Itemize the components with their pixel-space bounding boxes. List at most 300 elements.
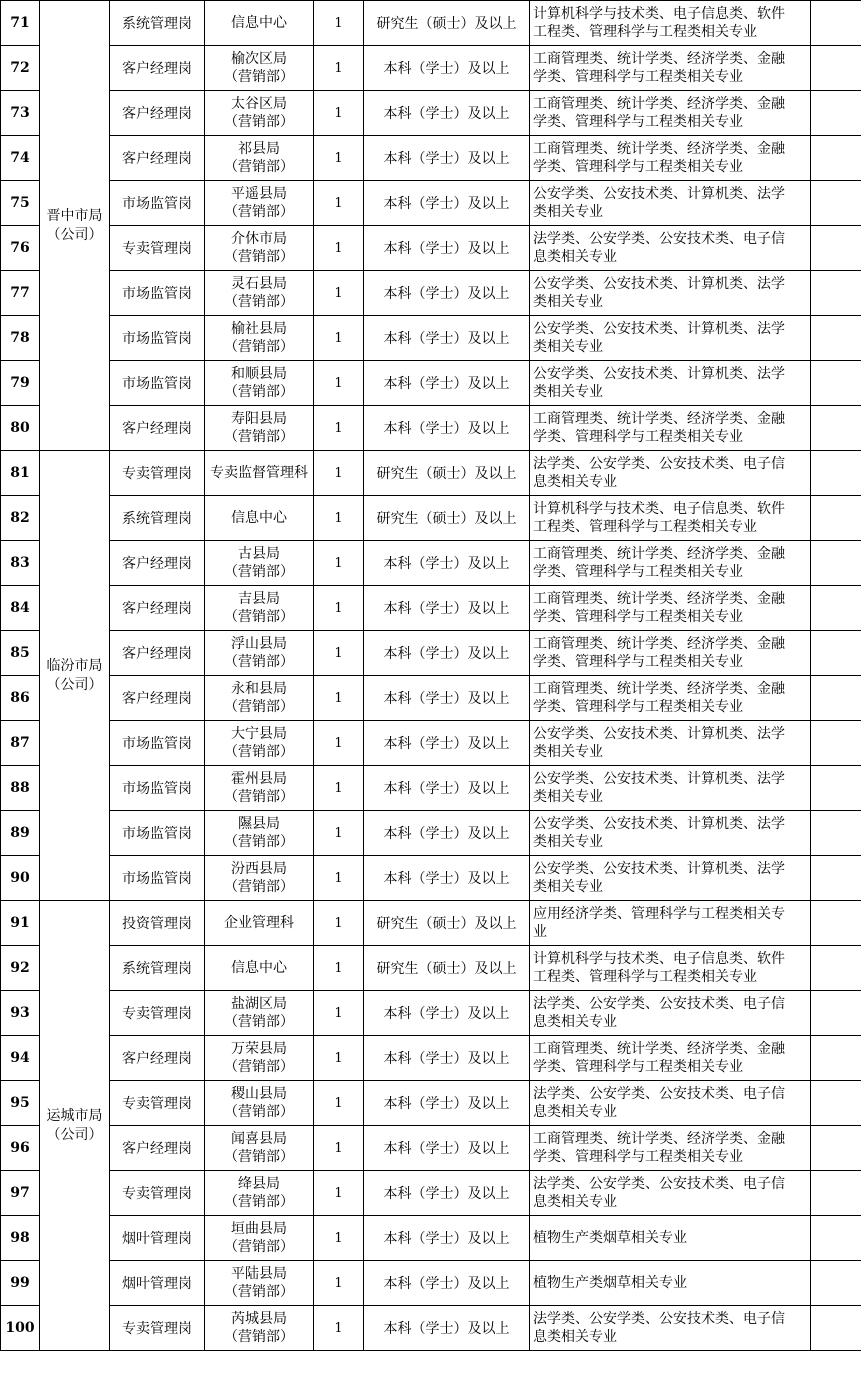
major-cell-line: 工程类、管理科学与工程类相关专业 [533,969,757,985]
headcount-cell: 1 [314,181,364,226]
department-cell-line: 信息中心 [231,15,287,31]
department-cell [205,1081,314,1126]
department-cell [205,1216,314,1261]
education-cell: 本科（学士）及以上 [364,136,530,181]
position-cell: 专卖管理岗 [110,451,205,496]
remarks-cell [811,1,861,46]
major-cell-line: 植物生产类烟草相关专业 [533,1275,687,1291]
major-cell [530,721,811,766]
major-cell-line: 工程类、管理科学与工程类相关专业 [533,24,757,40]
position-cell: 专卖管理岗 [110,1306,205,1351]
major-cell-line: 学类、管理科学与工程类相关专业 [533,564,743,580]
row-number-cell: 95 [1,1081,40,1126]
headcount-cell: 1 [314,451,364,496]
major-cell-line: 类相关专业 [533,384,603,400]
major-cell [530,766,811,811]
position-cell: 市场监管岗 [110,811,205,856]
table-row [1,676,861,721]
major-cell-line: 工商管理类、统计学类、经济学类、金融 [533,411,785,427]
remarks-cell [811,361,861,406]
major-cell [530,676,811,721]
education-cell: 研究生（硕士）及以上 [364,901,530,946]
remarks-cell [811,406,861,451]
department-cell [205,46,314,91]
major-cell-line: 学类、管理科学与工程类相关专业 [533,609,743,625]
position-cell: 市场监管岗 [110,721,205,766]
table-body [1,1,861,1351]
department-cell-line: 古县局 [238,546,280,562]
row-number-cell: 71 [1,1,40,46]
row-number-cell: 97 [1,1171,40,1216]
major-cell-line: 息类相关专业 [533,1194,617,1210]
remarks-cell [811,631,861,676]
department-cell [205,946,314,991]
headcount-cell: 1 [314,631,364,676]
headcount-cell: 1 [314,91,364,136]
headcount-cell: 1 [314,811,364,856]
position-cell: 客户经理岗 [110,91,205,136]
row-number-cell: 80 [1,406,40,451]
position-cell: 客户经理岗 [110,541,205,586]
table-row [1,541,861,586]
department-cell-line: （营销部） [224,294,294,310]
table-row [1,946,861,991]
headcount-cell: 1 [314,1036,364,1081]
position-cell: 专卖管理岗 [110,1081,205,1126]
remarks-cell [811,271,861,316]
major-cell [530,181,811,226]
major-cell [530,631,811,676]
education-cell: 本科（学士）及以上 [364,1036,530,1081]
department-cell-line: （营销部） [224,249,294,265]
headcount-cell: 1 [314,1306,364,1351]
row-number-cell: 73 [1,91,40,136]
major-cell-line: 工商管理类、统计学类、经济学类、金融 [533,96,785,112]
department-cell-line: 榆次区局 [231,51,287,67]
major-cell-line: 应用经济学类、管理科学与工程类相关专 [533,906,785,922]
major-cell [530,226,811,271]
major-cell-line: 学类、管理科学与工程类相关专业 [533,1059,743,1075]
table-row [1,1171,861,1216]
table-row [1,901,861,946]
major-cell-line: 公安学类、公安技术类、计算机类、法学 [533,726,785,742]
major-cell-line: 法学类、公安学类、公安技术类、电子信 [533,1176,785,1192]
major-cell-line: 公安学类、公安技术类、计算机类、法学 [533,861,785,877]
remarks-cell [811,316,861,361]
department-cell-line: （营销部） [224,429,294,445]
headcount-cell: 1 [314,1,364,46]
department-cell-line: 和顺县局 [231,366,287,382]
major-cell-line: 工商管理类、统计学类、经济学类、金融 [533,1131,785,1147]
major-cell [530,1,811,46]
table-row [1,1081,861,1126]
department-cell-line: （营销部） [224,1194,294,1210]
remarks-cell [811,451,861,496]
major-cell-line: 公安学类、公安技术类、计算机类、法学 [533,366,785,382]
department-cell [205,721,314,766]
major-cell-line: 公安学类、公安技术类、计算机类、法学 [533,321,785,337]
education-cell: 本科（学士）及以上 [364,1306,530,1351]
department-cell [205,181,314,226]
department-cell [205,136,314,181]
major-cell-line: 法学类、公安学类、公安技术类、电子信 [533,996,785,1012]
position-cell: 市场监管岗 [110,181,205,226]
major-cell [530,1261,811,1306]
position-cell: 市场监管岗 [110,766,205,811]
remarks-cell [811,541,861,586]
headcount-cell: 1 [314,496,364,541]
department-cell-line: （营销部） [224,609,294,625]
department-cell [205,631,314,676]
major-cell-line: 工商管理类、统计学类、经济学类、金融 [533,1041,785,1057]
table-row [1,46,861,91]
department-cell [205,496,314,541]
major-cell-line: 工程类、管理科学与工程类相关专业 [533,519,757,535]
major-cell-line: 工商管理类、统计学类、经济学类、金融 [533,51,785,67]
table-row [1,631,861,676]
remarks-cell [811,1216,861,1261]
department-cell-line: （营销部） [224,744,294,760]
major-cell [530,496,811,541]
headcount-cell: 1 [314,766,364,811]
headcount-cell: 1 [314,1261,364,1306]
education-cell: 研究生（硕士）及以上 [364,1,530,46]
position-cell: 专卖管理岗 [110,991,205,1036]
major-cell [530,1081,811,1126]
row-number-cell: 92 [1,946,40,991]
headcount-cell: 1 [314,226,364,271]
table-row [1,226,861,271]
table-row [1,1,861,46]
headcount-cell: 1 [314,856,364,901]
major-cell [530,901,811,946]
position-cell: 市场监管岗 [110,856,205,901]
row-number-cell: 76 [1,226,40,271]
unit-cell-line: 晋中市局 [46,207,103,224]
position-cell: 客户经理岗 [110,676,205,721]
major-cell [530,856,811,901]
position-cell: 市场监管岗 [110,271,205,316]
row-number-cell: 74 [1,136,40,181]
major-cell-line: 工商管理类、统计学类、经济学类、金融 [533,681,785,697]
education-cell: 本科（学士）及以上 [364,406,530,451]
education-cell: 本科（学士）及以上 [364,1171,530,1216]
major-cell-line: 计算机科学与技术类、电子信息类、软件 [533,501,785,517]
department-cell [205,451,314,496]
table-row [1,136,861,181]
department-cell [205,811,314,856]
unit-cell-line: （公司） [46,226,103,243]
headcount-cell: 1 [314,1081,364,1126]
department-cell-line: （营销部） [224,1149,294,1165]
department-cell-line: （营销部） [224,339,294,355]
department-cell [205,1036,314,1081]
education-cell: 本科（学士）及以上 [364,1261,530,1306]
row-number-cell: 99 [1,1261,40,1306]
major-cell [530,586,811,631]
remarks-cell [811,226,861,271]
row-number-cell: 81 [1,451,40,496]
table-row [1,271,861,316]
education-cell: 本科（学士）及以上 [364,1216,530,1261]
unit-cell-line: （公司） [46,1126,103,1143]
remarks-cell [811,181,861,226]
row-number-cell: 91 [1,901,40,946]
row-number-cell: 78 [1,316,40,361]
major-cell-line: 工商管理类、统计学类、经济学类、金融 [533,591,785,607]
position-cell: 烟叶管理岗 [110,1261,205,1306]
unit-cell [40,1,110,451]
major-cell [530,991,811,1036]
remarks-cell [811,1306,861,1351]
remarks-cell [811,811,861,856]
department-cell [205,226,314,271]
major-cell [530,1126,811,1171]
major-cell-line: 类相关专业 [533,789,603,805]
row-number-cell: 84 [1,586,40,631]
position-cell: 专卖管理岗 [110,1171,205,1216]
education-cell: 研究生（硕士）及以上 [364,946,530,991]
headcount-cell: 1 [314,541,364,586]
department-cell [205,361,314,406]
remarks-cell [811,1261,861,1306]
major-cell [530,1036,811,1081]
department-cell-line: 信息中心 [231,510,287,526]
department-cell [205,541,314,586]
major-cell-line: 工商管理类、统计学类、经济学类、金融 [533,636,785,652]
education-cell: 本科（学士）及以上 [364,991,530,1036]
position-cell: 专卖管理岗 [110,226,205,271]
headcount-cell: 1 [314,721,364,766]
department-cell-line: （营销部） [224,564,294,580]
row-number-cell: 98 [1,1216,40,1261]
remarks-cell [811,1081,861,1126]
department-cell-line: 绛县局 [238,1176,280,1192]
position-cell: 客户经理岗 [110,1036,205,1081]
position-cell: 系统管理岗 [110,946,205,991]
department-cell [205,1306,314,1351]
position-cell: 系统管理岗 [110,1,205,46]
major-cell-line: 学类、管理科学与工程类相关专业 [533,699,743,715]
remarks-cell [811,1171,861,1216]
table-row [1,1216,861,1261]
major-cell [530,946,811,991]
headcount-cell: 1 [314,316,364,361]
headcount-cell: 1 [314,361,364,406]
major-cell-line: 学类、管理科学与工程类相关专业 [533,654,743,670]
department-cell-line: 榆社县局 [231,321,287,337]
table-row [1,856,861,901]
major-cell [530,1306,811,1351]
department-cell-line: 万荣县局 [231,1041,287,1057]
table-row [1,181,861,226]
row-number-cell: 90 [1,856,40,901]
department-cell-line: （营销部） [224,654,294,670]
department-cell-line: （营销部） [224,69,294,85]
department-cell-line: （营销部） [224,834,294,850]
table-row [1,91,861,136]
unit-cell-line: （公司） [46,676,103,693]
education-cell: 本科（学士）及以上 [364,1081,530,1126]
education-cell: 研究生（硕士）及以上 [364,496,530,541]
department-cell [205,586,314,631]
major-cell-line: 学类、管理科学与工程类相关专业 [533,114,743,130]
department-cell-line: （营销部） [224,384,294,400]
major-cell-line: 公安学类、公安技术类、计算机类、法学 [533,186,785,202]
department-cell-line: 芮城县局 [231,1311,287,1327]
major-cell-line: 公安学类、公安技术类、计算机类、法学 [533,771,785,787]
position-cell: 客户经理岗 [110,586,205,631]
position-cell: 市场监管岗 [110,316,205,361]
table-row [1,316,861,361]
unit-cell [40,451,110,901]
table-row [1,586,861,631]
major-cell-line: 类相关专业 [533,339,603,355]
education-cell: 本科（学士）及以上 [364,271,530,316]
row-number-cell: 83 [1,541,40,586]
row-number-cell: 85 [1,631,40,676]
department-cell-line: 稷山县局 [231,1086,287,1102]
department-cell-line: 垣曲县局 [231,1221,287,1237]
department-cell-line: 祁县局 [238,141,280,157]
headcount-cell: 1 [314,901,364,946]
major-cell-line: 法学类、公安学类、公安技术类、电子信 [533,1086,785,1102]
major-cell-line: 法学类、公安学类、公安技术类、电子信 [533,231,785,247]
table-row [1,766,861,811]
major-cell-line: 学类、管理科学与工程类相关专业 [533,159,743,175]
row-number-cell: 100 [1,1306,40,1351]
education-cell: 本科（学士）及以上 [364,631,530,676]
department-cell-line: 永和县局 [231,681,287,697]
major-cell [530,136,811,181]
row-number-cell: 77 [1,271,40,316]
remarks-cell [811,676,861,721]
department-cell-line: 闻喜县局 [231,1131,287,1147]
headcount-cell: 1 [314,991,364,1036]
major-cell [530,46,811,91]
department-cell [205,1261,314,1306]
headcount-cell: 1 [314,946,364,991]
headcount-cell: 1 [314,586,364,631]
row-number-cell: 87 [1,721,40,766]
major-cell-line: 法学类、公安学类、公安技术类、电子信 [533,1311,785,1327]
position-cell: 投资管理岗 [110,901,205,946]
education-cell: 本科（学士）及以上 [364,226,530,271]
department-cell-line: （营销部） [224,114,294,130]
department-cell-line: 浮山县局 [231,636,287,652]
education-cell: 本科（学士）及以上 [364,361,530,406]
education-cell: 本科（学士）及以上 [364,811,530,856]
headcount-cell: 1 [314,1171,364,1216]
department-cell [205,1171,314,1216]
education-cell: 本科（学士）及以上 [364,766,530,811]
major-cell-line: 工商管理类、统计学类、经济学类、金融 [533,141,785,157]
remarks-cell [811,991,861,1036]
major-cell [530,451,811,496]
major-cell-line: 植物生产类烟草相关专业 [533,1230,687,1246]
major-cell-line: 类相关专业 [533,294,603,310]
position-cell: 系统管理岗 [110,496,205,541]
remarks-cell [811,856,861,901]
major-cell [530,541,811,586]
department-cell-line: 吉县局 [238,591,280,607]
major-cell-line: 类相关专业 [533,744,603,760]
department-cell [205,91,314,136]
department-cell-line: 太谷区局 [231,96,287,112]
headcount-cell: 1 [314,46,364,91]
education-cell: 本科（学士）及以上 [364,316,530,361]
department-cell-line: （营销部） [224,204,294,220]
major-cell-line: 息类相关专业 [533,249,617,265]
education-cell: 本科（学士）及以上 [364,91,530,136]
major-cell-line: 学类、管理科学与工程类相关专业 [533,69,743,85]
table-row [1,1036,861,1081]
department-cell [205,271,314,316]
table-row [1,406,861,451]
row-number-cell: 79 [1,361,40,406]
major-cell-line: 业 [533,924,547,940]
row-number-cell: 72 [1,46,40,91]
department-cell-line: （营销部） [224,1014,294,1030]
remarks-cell [811,496,861,541]
major-cell [530,1171,811,1216]
remarks-cell [811,91,861,136]
remarks-cell [811,766,861,811]
major-cell [530,1216,811,1261]
remarks-cell [811,721,861,766]
department-cell-line: 霍州县局 [231,771,287,787]
major-cell-line: 计算机科学与技术类、电子信息类、软件 [533,6,785,22]
major-cell-line: 学类、管理科学与工程类相关专业 [533,1149,743,1165]
department-cell-line: 隰县局 [238,816,280,832]
major-cell-line: 公安学类、公安技术类、计算机类、法学 [533,816,785,832]
department-cell-line: 灵石县局 [231,276,287,292]
position-cell: 客户经理岗 [110,631,205,676]
major-cell-line: 息类相关专业 [533,1014,617,1030]
department-cell-line: （营销部） [224,789,294,805]
department-cell [205,1,314,46]
education-cell: 本科（学士）及以上 [364,586,530,631]
major-cell [530,316,811,361]
department-cell-line: 平遥县局 [231,186,287,202]
major-cell [530,811,811,856]
headcount-cell: 1 [314,676,364,721]
department-cell [205,766,314,811]
major-cell-line: 息类相关专业 [533,1329,617,1345]
department-cell-line: 平陆县局 [231,1266,287,1282]
department-cell-line: （营销部） [224,159,294,175]
position-cell: 客户经理岗 [110,1126,205,1171]
position-cell: 客户经理岗 [110,406,205,451]
department-cell-line: （营销部） [224,1059,294,1075]
department-cell [205,406,314,451]
major-cell-line: 学类、管理科学与工程类相关专业 [533,429,743,445]
remarks-cell [811,946,861,991]
major-cell-line: 类相关专业 [533,879,603,895]
major-cell-line: 工商管理类、统计学类、经济学类、金融 [533,546,785,562]
education-cell: 本科（学士）及以上 [364,46,530,91]
table-row [1,991,861,1036]
table-row [1,1306,861,1351]
row-number-cell: 93 [1,991,40,1036]
department-cell-line: 汾西县局 [231,861,287,877]
major-cell-line: 息类相关专业 [533,1104,617,1120]
department-cell-line: 寿阳县局 [231,411,287,427]
department-cell-line: （营销部） [224,1104,294,1120]
table-row [1,1126,861,1171]
position-cell: 烟叶管理岗 [110,1216,205,1261]
row-number-cell: 96 [1,1126,40,1171]
